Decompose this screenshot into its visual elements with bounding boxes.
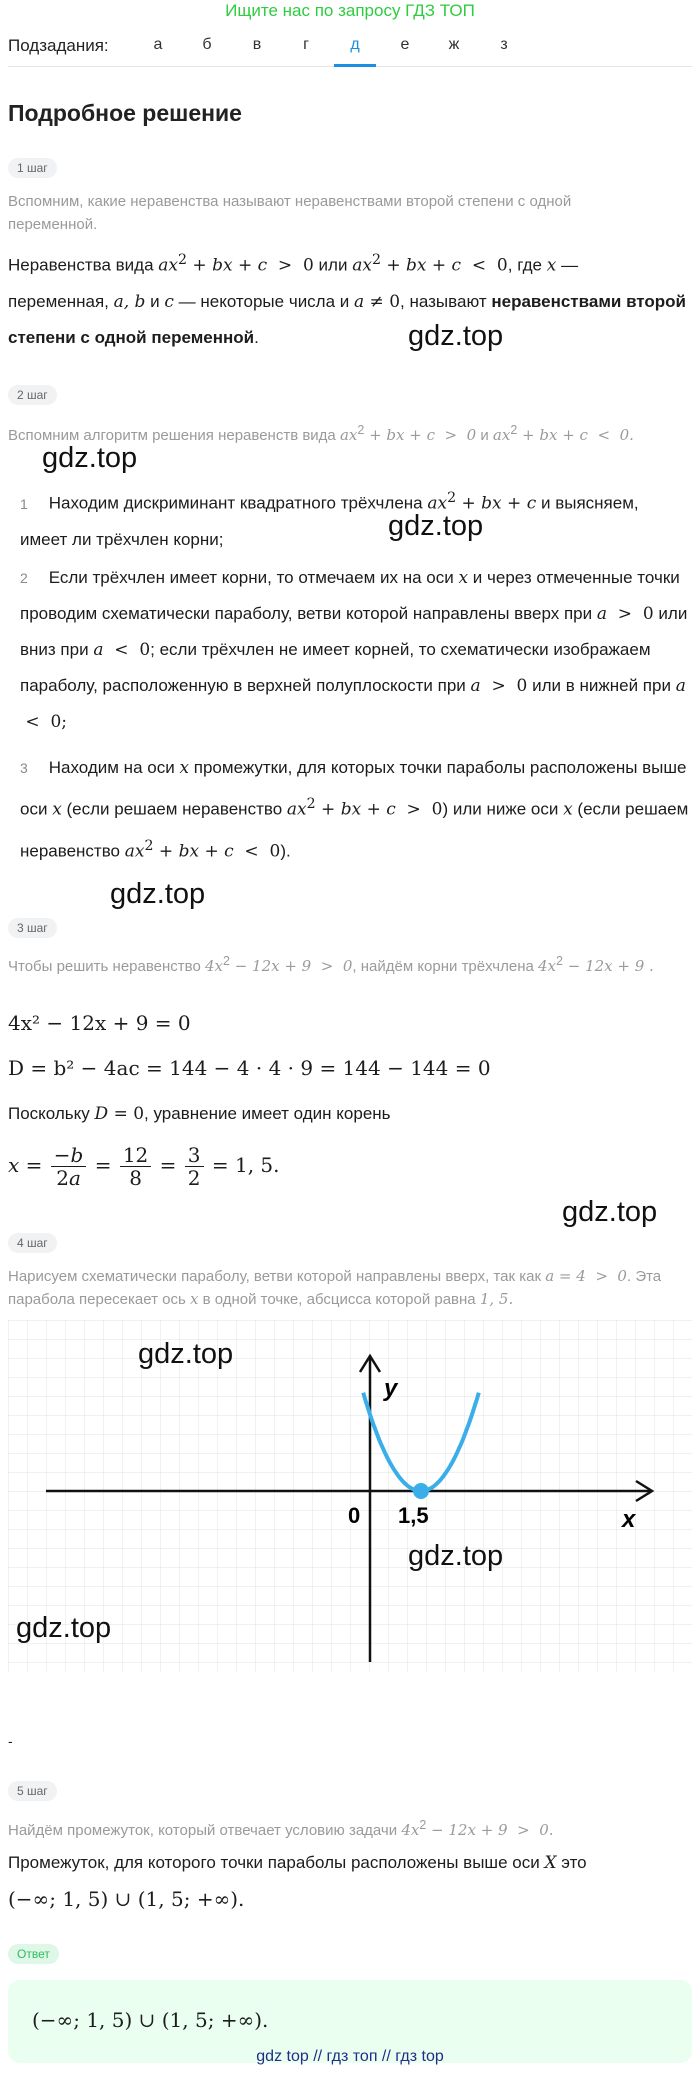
step-badge: 5 шаг [8, 1781, 57, 1801]
search-banner: Ищите нас по запросу ГДЗ ТОП [225, 1, 475, 20]
tab-z[interactable]: з [500, 36, 508, 53]
footer-links[interactable]: gdz top // гдз топ // гдз top [256, 2048, 444, 2065]
step-5-text: Промежуток, для которого точки параболы расположены выше оси X это (−∞; 1, 5) ∪ (1, 5; +∞). [8, 1853, 587, 1911]
step-badge: 4 шаг [8, 1233, 57, 1253]
tab-a[interactable]: а [153, 36, 163, 53]
step-hint: Найдём промежуток, который отвечает условию задачи $4x^2 - 12x + 9 > 0$. [8, 1818, 554, 1839]
vertex-point [413, 1483, 429, 1499]
root-label: 1,5 [398, 1503, 429, 1528]
watermark: gdz.top [138, 1338, 234, 1370]
step-hint: Вспомним, какие неравенства называют неравенствами второй степени с одной переменной. [8, 193, 572, 233]
tab-zh[interactable]: ж [448, 36, 460, 53]
x-axis-label: x [622, 1506, 636, 1533]
root-formula: x = $\frac{-b}{2a}$ = $\frac{12}{8}$ = $\frac{3}{2}$ = 1, 5. [8, 1143, 280, 1190]
list-item: 1 Находим дискриминант квадратного трёхчлена $ax^2$ + bx + c и выясняем, имеет ли трёхчлен корни; [20, 490, 639, 549]
step-hint: Чтобы решить неравенство $4x^2 - 12x + 9 > 0$, найдём корни трёхчлена $4x^2 - 12x + 9$ . [8, 954, 654, 975]
equation: 4x² − 12x + 9 = 0 [8, 1011, 191, 1035]
watermark: gdz.top [110, 878, 206, 910]
dash: - [8, 1733, 13, 1749]
list-item: 2 Если трёхчлен имеет корни, то отмечаем их на оси x и через отмеченные точки проводим схематически параболу, ветви которой направлены вверх при a > 0 или вниз при a < 0; если трёхчлен не имеет корней, то схематически изображаем параболу, расположенную в верхней полуплоскости при a > 0 или в нижней при a < 0; [20, 568, 688, 732]
answer-value: (−∞; 1, 5) ∪ (1, 5; +∞). [32, 2008, 269, 2032]
subtask-label: Подзадания: [8, 36, 109, 55]
watermark: gdz.top [562, 1196, 658, 1228]
answer-badge: Ответ [8, 1944, 59, 1964]
y-axis-label: y [384, 1375, 398, 1402]
step-3-text: Поскольку D = 0, уравнение имеет один корень [8, 1104, 391, 1124]
list-item: 3 Находим на оси x промежутки, для которых точки параболы расположены выше оси x (если решаем неравенство $ax^2$ + bx + c > 0) или ниже оси x (если решаем неравенство $ax^2$ + bx + c < 0). [20, 758, 689, 862]
page-title: Подробное решение [8, 100, 242, 126]
subtask-tabs [8, 32, 692, 67]
watermark: gdz.top [16, 1612, 112, 1644]
step-hint: Нарисуем схематически параболу, ветви которой направлены вверх, так как a = 4 > 0. Эта парабола пересекает ось x в одной точке, абсцисса которой равна 1, 5. [8, 1267, 662, 1308]
step-badge: 2 шаг [8, 385, 57, 405]
tab-g[interactable]: г [303, 36, 309, 53]
step-1-text: Неравенства вида $ax^2$ + bx + c > 0 или $ax^2$ + bx + c < 0, где x — переменная, a, b и c — некоторые числа и a ≠ 0, называют неравенствами второй степени с одной переменной. [8, 252, 686, 347]
watermark: gdz.top [408, 1540, 504, 1572]
tab-b[interactable]: б [202, 36, 212, 53]
tab-d[interactable]: д [334, 36, 376, 67]
watermark: gdz.top [408, 320, 504, 352]
step-hint: Вспомним алгоритм решения неравенств вида $ax^2$ + bx + c > 0 и $ax^2$ + bx + c < 0. [8, 423, 634, 444]
discriminant: D = b² − 4ac = 144 − 4 · 4 · 9 = 144 − 144 = 0 [8, 1056, 491, 1080]
tab-e[interactable]: е [400, 36, 410, 53]
step-badge: 1 шаг [8, 158, 57, 178]
step-badge: 3 шаг [8, 918, 57, 938]
watermark: gdz.top [42, 442, 138, 474]
origin-label: 0 [348, 1503, 361, 1528]
watermark: gdz.top [388, 510, 484, 542]
tab-v[interactable]: в [252, 36, 262, 53]
